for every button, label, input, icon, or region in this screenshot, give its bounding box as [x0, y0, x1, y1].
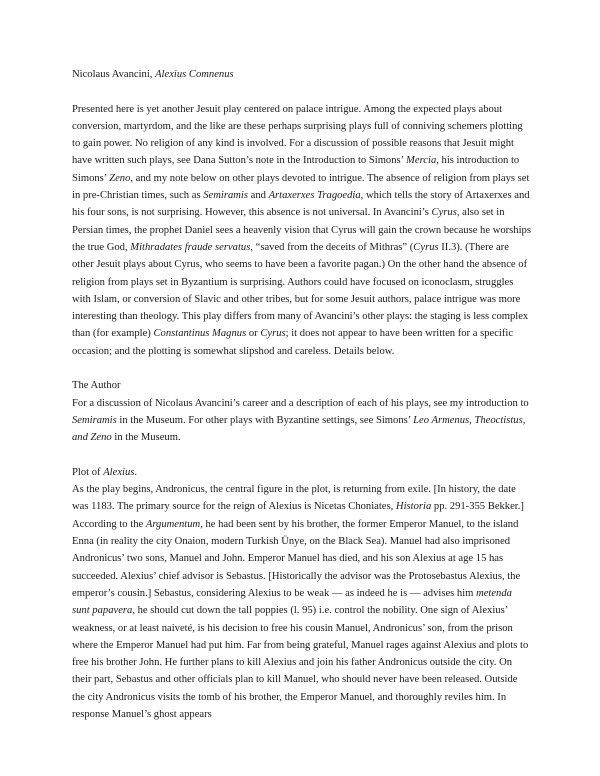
text-run: pp. 291-355 Bekker.] According to the: [72, 501, 524, 530]
italic-text: Constantinus Magnus: [153, 328, 247, 340]
author-heading: The Author: [72, 380, 121, 392]
italic-text: Argumentum: [145, 518, 201, 530]
title-work: Alexius Comnenus: [155, 69, 234, 80]
italic-text: Zeno: [109, 172, 131, 184]
document-title: [72, 66, 532, 83]
text-run: , which tells the story of Artaxerxes and his four sons, is not surprising. However, this absence is not universal. In Avancini’s: [72, 190, 530, 219]
text-run: in the Museum. For other plays with Byzantine settings, see Simons’: [116, 414, 414, 426]
italic-text: Cyrus: [431, 207, 457, 219]
italic-text: Semiramis: [203, 190, 248, 202]
intro-paragraph: [72, 101, 532, 360]
italic-text: Historia: [395, 501, 432, 513]
text-run: Presented here is yet another Jesuit play centered on palace intrigue. Among the expected plays about conversion, martyrdom, and the like are these perhaps surprising plays full of conniving schemers plotting to gain power. No religion of any kind is involved. For a discussion of possible reasons that Jesuit might have written such plays, see Dana Sutton’s note in the Introduction to Simons’: [72, 103, 523, 167]
plot-heading: Plot of Alexius.: [72, 466, 138, 478]
text-run: , also set in Persian times, the prophet Daniel sees a heavenly vision that Cyrus will gain the crown because he worships the true God,: [72, 207, 531, 253]
text-run: , he had been sent by his brother, the former Emperor Manuel, to the island Enna (in reality the city Onaion, modern Turkish Ünye, on the Black Sea). Manuel had also imprisoned Andronicus’ two sons, Manuel and John. Emperor Manuel has died, and his son Alexius at age 15 has succeeded. Alexius’ chief advisor is Sebastus. [Historically the advisor was the Protosebastus Alexius, the emperor’s cousin.] Sebastus, considering Alexius to be weak — as indeed he is — advises him: [72, 518, 521, 599]
document-page: [72, 66, 532, 723]
text-run: he should cut down the tall poppies (l. 95) i.e. control the nobility. One sign of Alexius’ weakness, or at least naiveté, is his decision to free his cousin Manuel, Andronicus’ son, from the prison where the Emperor Manuel had put him. Far from being grateful, Manuel rages against Alexius and plots to free his brother John. He further plans to kill Alexius and join his father Andronicus outside the city. On their part, Sebastus and other officials plan to kill Manuel, who should never have been released. Outside the city Andronicus visits the tomb of his brother, the Emperor Manuel, and thoroughly reviles him. In response Manuel’s ghost appears: [72, 605, 529, 720]
text-run: and: [247, 190, 269, 202]
italic-text: Cyrus: [413, 241, 439, 253]
italic-text: Artaxerxes Tragoedia: [268, 190, 361, 202]
text-run: in the Museum.: [111, 432, 181, 444]
text-run: , his introduction to Simons’: [72, 155, 520, 184]
italic-text: Leo Armenus, Theoctistus, and Zeno: [72, 414, 526, 444]
title-author: Nicolaus Avancini,: [72, 69, 156, 80]
text-run: II.3). (There are other Jesuit plays about Cyrus, who seems to have been a favorite pagan.) On the other hand the absence of religion from plays set in Byzantium is surprising. Authors could have focused on iconoclasm, struggles with Islam, or conversion of Slavic and other tribes, but for some Jesuit authors, palace intrigue was more interesting than theology. This play differs from many of Avancini’s other plays: the staging is less complex than (for example): [72, 241, 529, 340]
italic-text: Mithradates fraude servatus: [130, 241, 251, 253]
text-run: , “saved from the deceits of Mithras” (: [250, 241, 414, 253]
author-paragraph: [72, 395, 532, 447]
italic-text: Cyrus: [260, 328, 286, 340]
text-run: For a discussion of Nicolaus Avancini’s career and a description of each of his plays, see my introduction to: [72, 397, 529, 409]
italic-text: Semiramis: [72, 414, 117, 426]
text-run: As the play begins, Andronicus, the central figure in the plot, is returning from exile. [In history, the date was 1183. The primary source for the reign of Alexius is Nicetas Choniates,: [72, 484, 516, 513]
text-run: , and my note below on other plays devoted to intrigue. The absence of religion from plays set in pre-Christian times, such as: [72, 172, 530, 202]
italic-text: metenda sunt papavera,: [72, 587, 512, 617]
text-run: or: [246, 328, 261, 340]
italic-text: Mercia: [406, 155, 437, 167]
text-run: ; it does not appear to have been written for a specific occasion; and the plotting is somewhat slipshod and careless. Details below.: [72, 328, 514, 357]
plot-paragraph: [72, 481, 532, 723]
